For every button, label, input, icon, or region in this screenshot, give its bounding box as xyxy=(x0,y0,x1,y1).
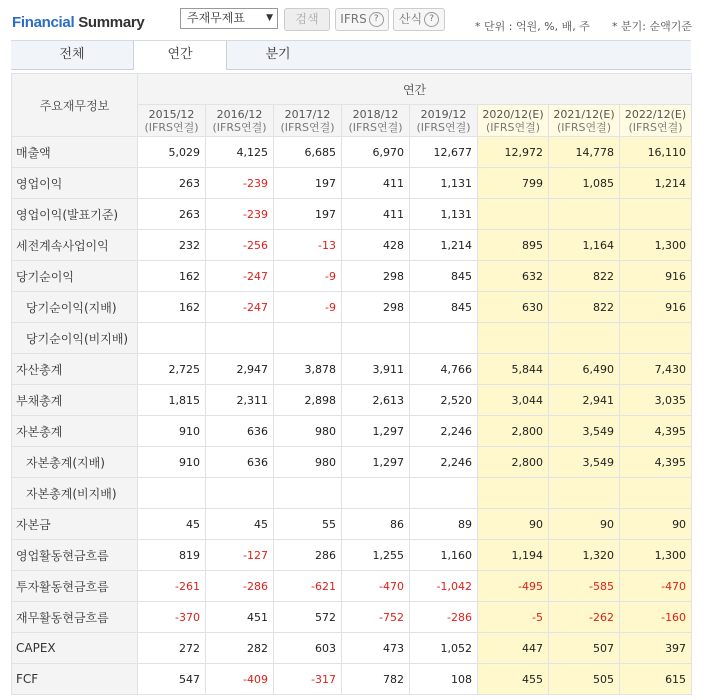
column-period: 2017/12 xyxy=(284,107,331,121)
table-cell xyxy=(410,323,478,354)
table-cell xyxy=(206,478,274,509)
table-cell: 1,214 xyxy=(410,230,478,261)
table-cell xyxy=(274,478,342,509)
row-label: 당기순이익(지배) xyxy=(12,292,138,323)
ifrs-button-label: IFRS xyxy=(340,12,367,26)
row-label: 당기순이익(비지배) xyxy=(12,323,138,354)
table-cell: 822 xyxy=(549,292,620,323)
column-period: 2019/12 xyxy=(420,107,467,121)
table-cell: 473 xyxy=(342,633,410,664)
section-title-part1: Financial xyxy=(12,14,75,31)
table-cell: -239 xyxy=(206,199,274,230)
table-cell: 447 xyxy=(478,633,549,664)
section-title xyxy=(12,14,144,31)
row-label: 영업이익 xyxy=(12,168,138,199)
column-basis: (IFRS연결) xyxy=(348,120,403,134)
column-basis: (IFRS연결) xyxy=(485,120,541,134)
table-cell: -1,042 xyxy=(410,571,478,602)
table-cell: -317 xyxy=(274,664,342,695)
row-label: CAPEX xyxy=(12,633,138,664)
table-cell: 980 xyxy=(274,416,342,447)
table-cell: 263 xyxy=(138,199,206,230)
table-row xyxy=(12,664,692,695)
row-label: 자본총계(비지배) xyxy=(12,478,138,509)
table-cell xyxy=(138,323,206,354)
column-header xyxy=(206,105,274,137)
column-basis: (IFRS연결) xyxy=(556,120,612,134)
help-icon: ? xyxy=(369,12,384,27)
table-cell: 397 xyxy=(620,633,692,664)
table-cell xyxy=(342,478,410,509)
table-cell: 2,311 xyxy=(206,385,274,416)
table-cell: 6,685 xyxy=(274,137,342,168)
table-cell: 603 xyxy=(274,633,342,664)
table-cell: 12,677 xyxy=(410,137,478,168)
table-cell: 5,844 xyxy=(478,354,549,385)
search-button[interactable]: 검색 xyxy=(284,8,330,31)
column-basis: (IFRS연결) xyxy=(280,120,335,134)
table-cell: 4,766 xyxy=(410,354,478,385)
table-cell: 1,164 xyxy=(549,230,620,261)
table-cell: 2,520 xyxy=(410,385,478,416)
table-cell: -262 xyxy=(549,602,620,633)
tab-quarterly[interactable]: 분기 xyxy=(265,47,291,62)
table-cell: 45 xyxy=(138,509,206,540)
table-row xyxy=(12,540,692,571)
table-cell: 2,898 xyxy=(274,385,342,416)
unit-note: * 단위 : 억원, %, 배, 주 xyxy=(475,20,590,33)
table-row xyxy=(12,385,692,416)
table-cell: 451 xyxy=(206,602,274,633)
row-label: 부채총계 xyxy=(12,385,138,416)
table-cell: 1,214 xyxy=(620,168,692,199)
formula-button-label: 산식 xyxy=(398,12,423,26)
column-header xyxy=(620,105,692,137)
table-cell: -5 xyxy=(478,602,549,633)
row-label: 자본금 xyxy=(12,509,138,540)
table-cell: 3,549 xyxy=(549,447,620,478)
table-cell: 5,029 xyxy=(138,137,206,168)
table-cell: -247 xyxy=(206,261,274,292)
table-cell: -495 xyxy=(478,571,549,602)
row-label: 매출액 xyxy=(12,137,138,168)
table-cell: 1,297 xyxy=(342,416,410,447)
table-cell: 1,131 xyxy=(410,168,478,199)
table-cell: -256 xyxy=(206,230,274,261)
table-cell: -752 xyxy=(342,602,410,633)
column-period: 2015/12 xyxy=(148,107,195,121)
column-basis: (IFRS연결) xyxy=(212,120,267,134)
table-cell xyxy=(478,323,549,354)
table-row xyxy=(12,633,692,664)
column-header xyxy=(274,105,342,137)
statement-type-select[interactable] xyxy=(180,8,278,29)
table-cell: 2,725 xyxy=(138,354,206,385)
table-cell: -9 xyxy=(274,261,342,292)
table-row xyxy=(12,230,692,261)
table-cell: -261 xyxy=(138,571,206,602)
column-header xyxy=(410,105,478,137)
table-row xyxy=(12,261,692,292)
column-period: 2016/12 xyxy=(216,107,263,121)
table-cell: 2,613 xyxy=(342,385,410,416)
column-basis: (IFRS연결) xyxy=(628,120,683,134)
table-cell: 232 xyxy=(138,230,206,261)
table-row xyxy=(12,447,692,478)
table-cell: -13 xyxy=(274,230,342,261)
table-row xyxy=(12,323,692,354)
column-period: 2022/12(E) xyxy=(624,107,687,121)
row-label: 세전계속사업이익 xyxy=(12,230,138,261)
table-cell: 428 xyxy=(342,230,410,261)
column-header xyxy=(549,105,620,137)
table-cell: 90 xyxy=(478,509,549,540)
table-cell: 272 xyxy=(138,633,206,664)
column-header xyxy=(478,105,549,137)
table-cell: 411 xyxy=(342,168,410,199)
section-title-part2: Summary xyxy=(78,14,145,31)
table-cell: 895 xyxy=(478,230,549,261)
table-cell: 980 xyxy=(274,447,342,478)
table-cell: 4,395 xyxy=(620,447,692,478)
annual-group-header: 연간 xyxy=(138,74,692,105)
table-cell: 55 xyxy=(274,509,342,540)
row-label: 자본총계(지배) xyxy=(12,447,138,478)
table-cell: 1,297 xyxy=(342,447,410,478)
table-cell: 916 xyxy=(620,292,692,323)
table-cell: 4,125 xyxy=(206,137,274,168)
table-cell: -9 xyxy=(274,292,342,323)
table-cell: 6,490 xyxy=(549,354,620,385)
table-cell: -621 xyxy=(274,571,342,602)
table-cell: 197 xyxy=(274,168,342,199)
table-cell: 2,941 xyxy=(549,385,620,416)
table-row xyxy=(12,168,692,199)
table-row xyxy=(12,354,692,385)
table-cell xyxy=(478,478,549,509)
table-cell: 12,972 xyxy=(478,137,549,168)
period-tabs xyxy=(11,40,691,70)
table-cell: 1,194 xyxy=(478,540,549,571)
row-label: 자산총계 xyxy=(12,354,138,385)
table-cell: -585 xyxy=(549,571,620,602)
table-cell xyxy=(274,323,342,354)
ifrs-button[interactable] xyxy=(335,8,389,31)
table-cell: 2,246 xyxy=(410,447,478,478)
table-cell: 572 xyxy=(274,602,342,633)
financial-summary-table xyxy=(11,73,692,695)
row-label: 영업이익(발표기준) xyxy=(12,199,138,230)
table-cell: 282 xyxy=(206,633,274,664)
table-cell: 822 xyxy=(549,261,620,292)
table-cell: 507 xyxy=(549,633,620,664)
table-cell: 3,878 xyxy=(274,354,342,385)
table-cell: 1,160 xyxy=(410,540,478,571)
table-cell: 845 xyxy=(410,292,478,323)
table-cell: 632 xyxy=(478,261,549,292)
table-row xyxy=(12,602,692,633)
column-header xyxy=(138,105,206,137)
table-cell: -470 xyxy=(620,571,692,602)
table-cell: 2,246 xyxy=(410,416,478,447)
table-cell: 86 xyxy=(342,509,410,540)
table-cell: 1,300 xyxy=(620,230,692,261)
table-cell xyxy=(206,323,274,354)
table-cell: -286 xyxy=(206,571,274,602)
table-cell: 782 xyxy=(342,664,410,695)
table-cell xyxy=(549,323,620,354)
table-cell: 6,970 xyxy=(342,137,410,168)
basis-note: * 분기: 순액기준 xyxy=(612,20,692,33)
table-cell: 505 xyxy=(549,664,620,695)
table-cell: 197 xyxy=(274,199,342,230)
table-cell: 615 xyxy=(620,664,692,695)
table-cell: -286 xyxy=(410,602,478,633)
statement-type-value: 주재무제표 xyxy=(187,11,245,25)
table-cell: 162 xyxy=(138,261,206,292)
table-body xyxy=(12,137,692,695)
table-cell: 910 xyxy=(138,447,206,478)
table-row xyxy=(12,478,692,509)
table-cell: 3,911 xyxy=(342,354,410,385)
table-row xyxy=(12,416,692,447)
table-cell: 16,110 xyxy=(620,137,692,168)
table-row xyxy=(12,571,692,602)
table-cell: 636 xyxy=(206,416,274,447)
table-cell: 411 xyxy=(342,199,410,230)
table-cell: 4,395 xyxy=(620,416,692,447)
help-icon: ? xyxy=(424,12,439,27)
table-cell: 630 xyxy=(478,292,549,323)
table-cell: 298 xyxy=(342,261,410,292)
table-cell: 108 xyxy=(410,664,478,695)
table-cell: 2,947 xyxy=(206,354,274,385)
column-basis: (IFRS연결) xyxy=(416,120,471,134)
table-cell: 14,778 xyxy=(549,137,620,168)
row-label: 영업활동현금흐름 xyxy=(12,540,138,571)
table-cell: 455 xyxy=(478,664,549,695)
table-cell: 1,300 xyxy=(620,540,692,571)
top-bar xyxy=(0,0,709,40)
table-cell: 1,320 xyxy=(549,540,620,571)
table-cell: 3,035 xyxy=(620,385,692,416)
table-cell xyxy=(549,478,620,509)
table-cell xyxy=(478,199,549,230)
table-cell: 1,085 xyxy=(549,168,620,199)
table-cell xyxy=(620,323,692,354)
row-label: 투자활동현금흐름 xyxy=(12,571,138,602)
table-cell xyxy=(138,478,206,509)
table-cell: 819 xyxy=(138,540,206,571)
tab-all[interactable]: 전체 xyxy=(59,47,85,62)
table-cell: 298 xyxy=(342,292,410,323)
table-cell: 636 xyxy=(206,447,274,478)
table-cell: -160 xyxy=(620,602,692,633)
table-cell: 916 xyxy=(620,261,692,292)
table-cell xyxy=(549,199,620,230)
table-cell: 3,549 xyxy=(549,416,620,447)
table-cell: 547 xyxy=(138,664,206,695)
column-period: 2021/12(E) xyxy=(553,107,615,121)
table-cell: 910 xyxy=(138,416,206,447)
table-cell: 263 xyxy=(138,168,206,199)
label-column-header: 주요재무정보 xyxy=(12,74,138,137)
table-cell xyxy=(342,323,410,354)
formula-button[interactable] xyxy=(393,8,445,31)
tab-annual[interactable]: 연간 xyxy=(133,41,227,70)
table-cell: 45 xyxy=(206,509,274,540)
table-cell: 89 xyxy=(410,509,478,540)
row-label: 당기순이익 xyxy=(12,261,138,292)
row-label: 재무활동현금흐름 xyxy=(12,602,138,633)
table-row xyxy=(12,199,692,230)
table-cell: -409 xyxy=(206,664,274,695)
table-cell: 1,815 xyxy=(138,385,206,416)
dropdown-arrow-icon: ▼ xyxy=(266,13,273,23)
table-cell: 7,430 xyxy=(620,354,692,385)
table-row xyxy=(12,137,692,168)
table-cell: 90 xyxy=(549,509,620,540)
table-cell: 845 xyxy=(410,261,478,292)
table-cell: 799 xyxy=(478,168,549,199)
row-label: FCF xyxy=(12,664,138,695)
table-cell: 1,131 xyxy=(410,199,478,230)
table-cell: 2,800 xyxy=(478,447,549,478)
table-cell xyxy=(620,478,692,509)
column-period: 2020/12(E) xyxy=(482,107,544,121)
table-cell: 286 xyxy=(274,540,342,571)
table-cell: 90 xyxy=(620,509,692,540)
column-period: 2018/12 xyxy=(352,107,399,121)
table-cell: 2,800 xyxy=(478,416,549,447)
table-row xyxy=(12,292,692,323)
table-cell: -470 xyxy=(342,571,410,602)
table-cell: -239 xyxy=(206,168,274,199)
table-cell xyxy=(620,199,692,230)
table-cell: -247 xyxy=(206,292,274,323)
column-header xyxy=(342,105,410,137)
column-basis: (IFRS연결) xyxy=(144,120,199,134)
table-cell: 3,044 xyxy=(478,385,549,416)
table-cell: 1,052 xyxy=(410,633,478,664)
row-label: 자본총계 xyxy=(12,416,138,447)
table-cell: 162 xyxy=(138,292,206,323)
table-row xyxy=(12,509,692,540)
table-cell: 1,255 xyxy=(342,540,410,571)
table-cell: -370 xyxy=(138,602,206,633)
table-cell: -127 xyxy=(206,540,274,571)
table-cell xyxy=(410,478,478,509)
